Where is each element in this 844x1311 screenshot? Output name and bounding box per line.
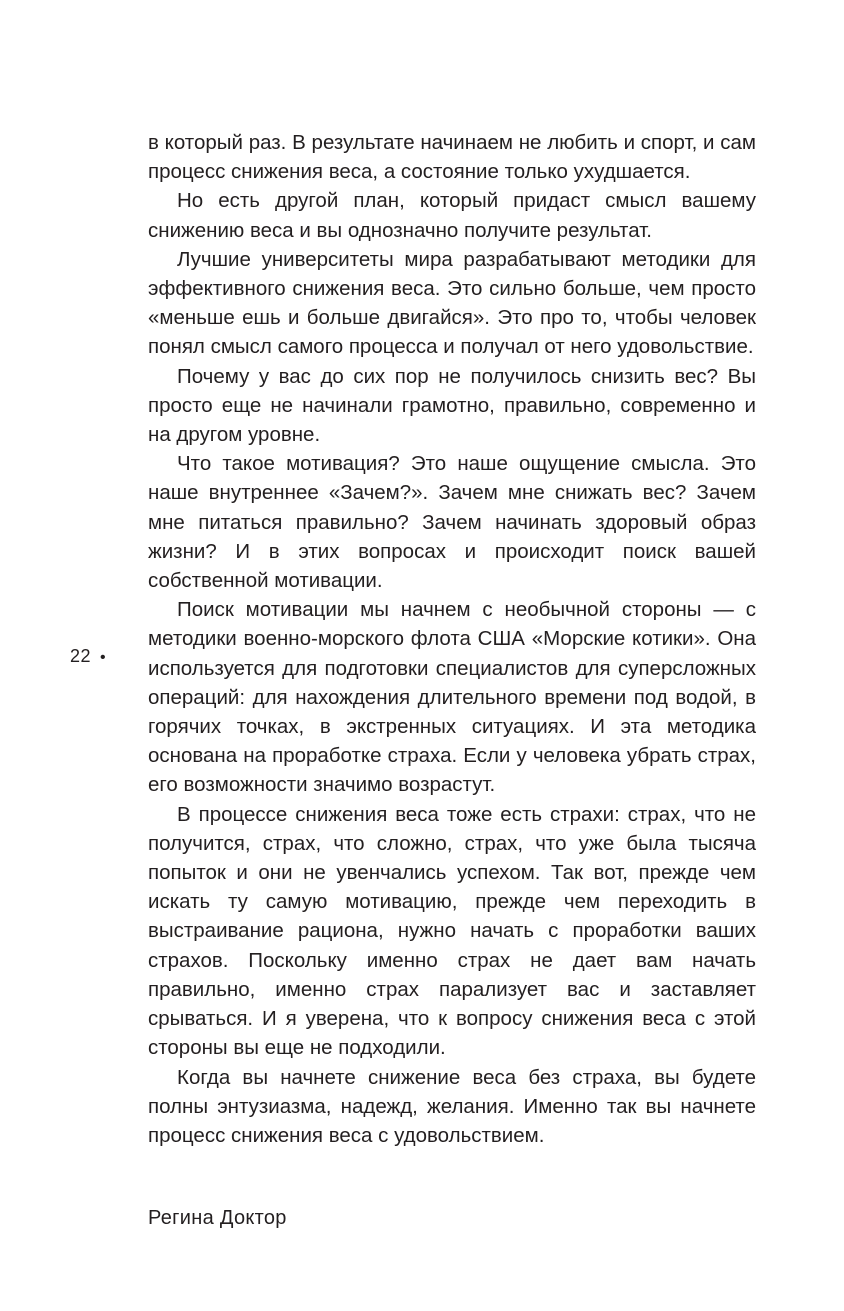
paragraph-7: В процессе снижения веса тоже есть страхи: страх, что не получится, страх, что сложно, страх, что уже была тысяча попыток и они не увенчались успехом. Так вот, прежде чем искать ту самую мотивацию, прежде чем переходить в выстраивание рациона, нужно начать с проработки ваших страхов. Поскольку именно страх не дает вам начать правильно, именно страх парализует вас и заставляет срываться. И я уверена, что к вопросу снижения веса с этой стороны вы еще не подходили. xyxy=(148,802,756,1060)
paragraph-1: в который раз. В результате начинаем не любить и спорт, и сам процесс снижения веса, а состояние только ухудшается. xyxy=(148,131,756,184)
page-number: 22 xyxy=(70,646,92,666)
paragraph-4: Почему у вас до сих пор не получилось снизить вес? Вы просто еще не начинали грамотно, правильно, современно и на другом уровне. xyxy=(148,364,756,447)
body-text xyxy=(148,128,756,1150)
paragraph-5: Что такое мотивация? Это наше ощущение смысла. Это наше внутреннее «Зачем?». Зачем мне снижать вес? Зачем мне питаться правильно? Зачем начинать здоровый образ жизни? И в этих вопросах и происходит поиск вашей собственной мотивации. xyxy=(148,452,756,593)
paragraph-2: Но есть другой план, который придаст смысл вашему снижению веса и вы однозначно получите результат. xyxy=(148,189,756,242)
paragraph-3: Лучшие университеты мира разрабатывают методики для эффективного снижения веса. Это сильно больше, чем просто «меньше ешь и больше двигайся». Это про то, чтобы человек понял смысл самого процесса и получал от него удовольствие. xyxy=(148,247,756,359)
author-footer: Регина Доктор xyxy=(148,1207,287,1229)
page-number-marker xyxy=(70,644,106,670)
bullet-icon: • xyxy=(100,649,107,666)
paragraph-6: Поиск мотивации мы начнем с необычной стороны — с методики военно-морского флота США «Морские котики». Она используется для подготовки специалистов для суперсложных операций: для нахождения длительного времени под водой, в горячих точках, в экстренных ситуациях. И эта методика основана на проработке страха. Если у человека убрать страх, его возможности значимо возрастут. xyxy=(148,598,756,797)
paragraph-8: Когда вы начнете снижение веса без страха, вы будете полны энтузиазма, надежд, желания. Именно так вы начнете процесс снижения веса с удовольствием. xyxy=(148,1065,756,1147)
